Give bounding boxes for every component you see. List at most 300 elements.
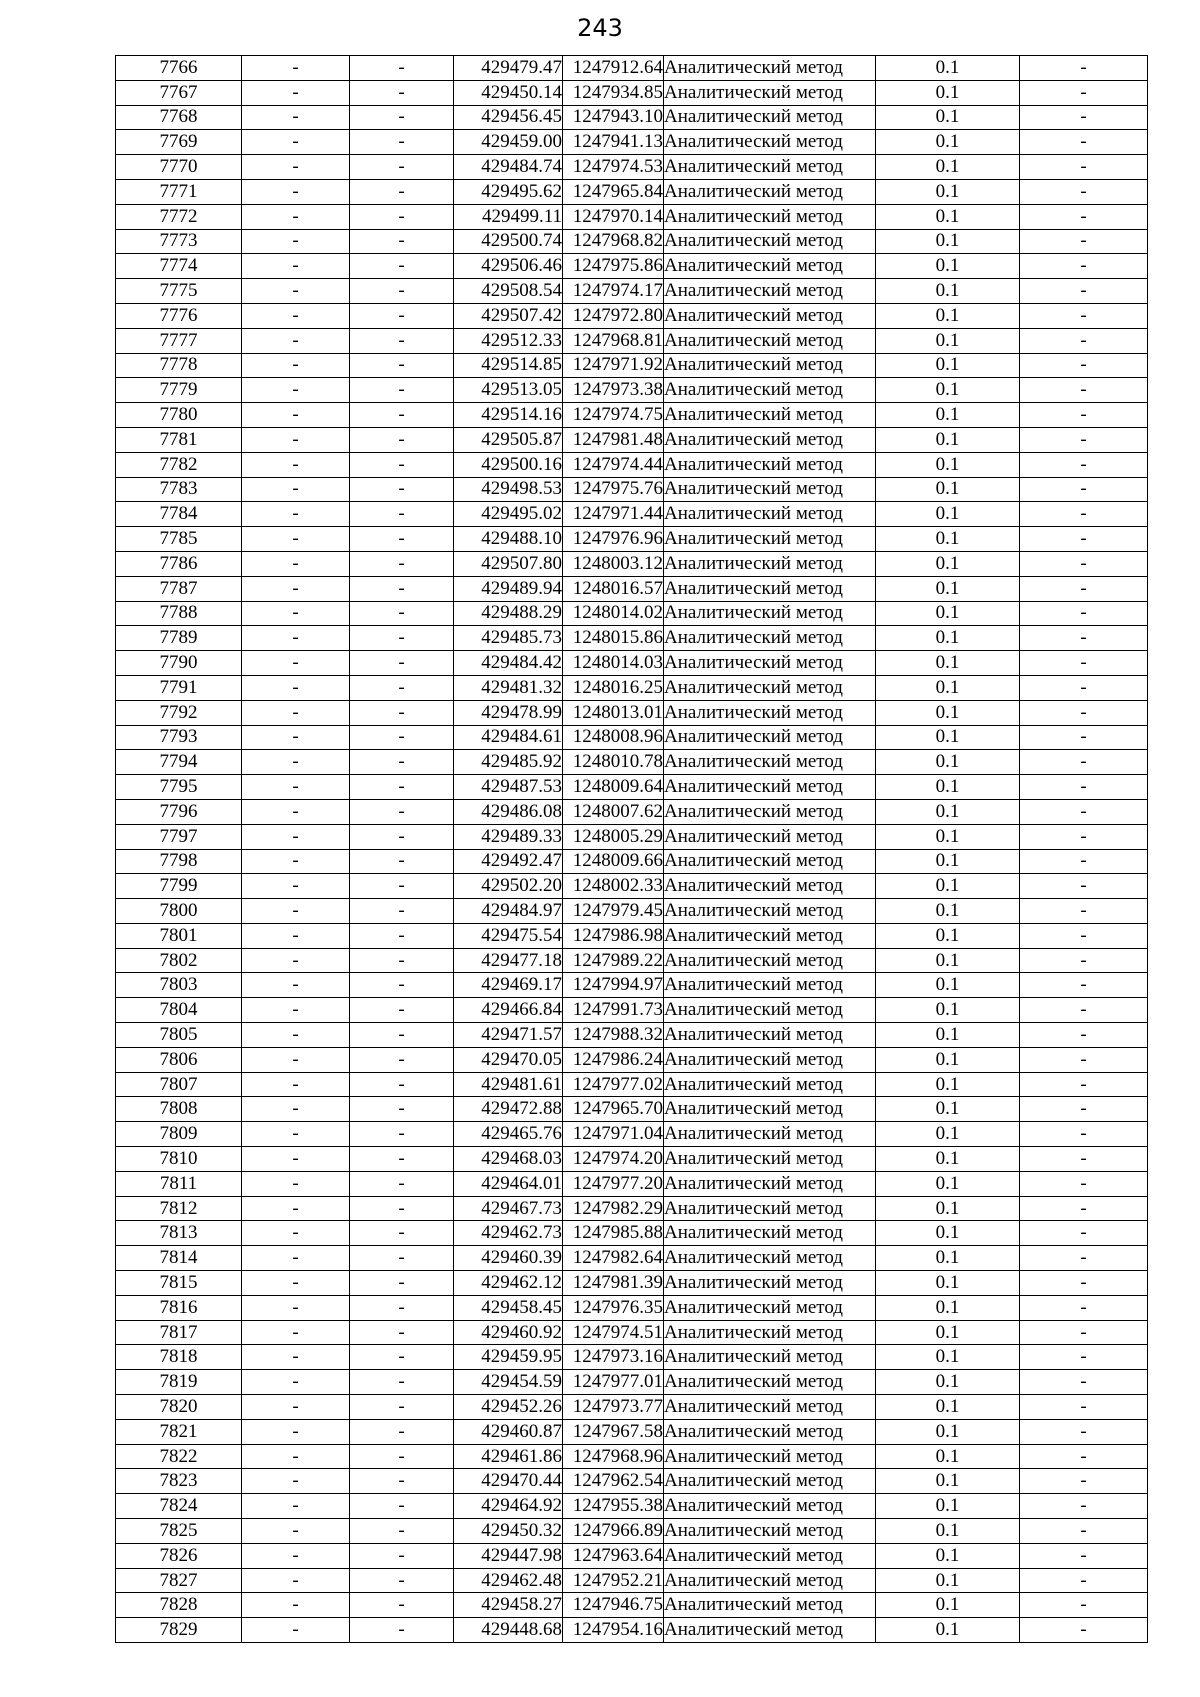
dash-cell: - [350,527,454,552]
point-number-cell: 7769 [116,130,242,155]
y-coordinate-cell: 1248008.96 [563,725,664,750]
accuracy-cell: 0.1 [876,1295,1020,1320]
dash-cell: - [1020,750,1148,775]
table-row [116,923,1148,948]
method-cell: Аналитический метод [664,1345,876,1370]
point-number-cell: 7808 [116,1097,242,1122]
x-coordinate-cell: 429484.61 [454,725,563,750]
accuracy-cell: 0.1 [876,923,1020,948]
dash-cell: - [1020,1618,1148,1643]
dash-cell: - [1020,527,1148,552]
dash-cell: - [350,1543,454,1568]
accuracy-cell: 0.1 [876,1568,1020,1593]
method-cell: Аналитический метод [664,502,876,527]
accuracy-cell: 0.1 [876,626,1020,651]
dash-cell: - [1020,80,1148,105]
dash-cell: - [242,1047,350,1072]
dash-cell: - [350,725,454,750]
accuracy-cell: 0.1 [876,105,1020,130]
x-coordinate-cell: 429484.42 [454,651,563,676]
dash-cell: - [1020,229,1148,254]
dash-cell: - [242,378,350,403]
table-row [116,1320,1148,1345]
dash-cell: - [1020,427,1148,452]
dash-cell: - [1020,1221,1148,1246]
point-number-cell: 7803 [116,973,242,998]
dash-cell: - [350,1395,454,1420]
accuracy-cell: 0.1 [876,576,1020,601]
y-coordinate-cell: 1248016.25 [563,675,664,700]
dash-cell: - [350,179,454,204]
dash-cell: - [242,328,350,353]
dash-cell: - [350,403,454,428]
point-number-cell: 7812 [116,1196,242,1221]
y-coordinate-cell: 1247986.24 [563,1047,664,1072]
method-cell: Аналитический метод [664,130,876,155]
dash-cell: - [242,1271,350,1296]
method-cell: Аналитический метод [664,56,876,81]
table-row [116,204,1148,229]
dash-cell: - [242,1295,350,1320]
method-cell: Аналитический метод [664,1047,876,1072]
dash-cell: - [242,1543,350,1568]
dash-cell: - [350,576,454,601]
method-cell: Аналитический метод [664,477,876,502]
dash-cell: - [1020,775,1148,800]
table-row [116,1122,1148,1147]
x-coordinate-cell: 429478.99 [454,700,563,725]
y-coordinate-cell: 1248013.01 [563,700,664,725]
method-cell: Аналитический метод [664,973,876,998]
table-row [116,1395,1148,1420]
method-cell: Аналитический метод [664,1147,876,1172]
method-cell: Аналитический метод [664,254,876,279]
table-row [116,1097,1148,1122]
dash-cell: - [242,601,350,626]
accuracy-cell: 0.1 [876,675,1020,700]
x-coordinate-cell: 429468.03 [454,1147,563,1172]
dash-cell: - [1020,899,1148,924]
dash-cell: - [242,551,350,576]
x-coordinate-cell: 429488.29 [454,601,563,626]
dash-cell: - [1020,1147,1148,1172]
accuracy-cell: 0.1 [876,874,1020,899]
y-coordinate-cell: 1247952.21 [563,1568,664,1593]
dash-cell: - [1020,576,1148,601]
point-number-cell: 7823 [116,1469,242,1494]
table-row [116,874,1148,899]
x-coordinate-cell: 429461.86 [454,1444,563,1469]
table-row [116,576,1148,601]
y-coordinate-cell: 1248005.29 [563,824,664,849]
table-row [116,427,1148,452]
dash-cell: - [350,502,454,527]
dash-cell: - [350,849,454,874]
y-coordinate-cell: 1247973.38 [563,378,664,403]
accuracy-cell: 0.1 [876,204,1020,229]
x-coordinate-cell: 429485.73 [454,626,563,651]
accuracy-cell: 0.1 [876,378,1020,403]
method-cell: Аналитический метод [664,353,876,378]
dash-cell: - [350,378,454,403]
y-coordinate-cell: 1247965.70 [563,1097,664,1122]
x-coordinate-cell: 429487.53 [454,775,563,800]
table-row [116,254,1148,279]
dash-cell: - [350,427,454,452]
y-coordinate-cell: 1247966.89 [563,1519,664,1544]
accuracy-cell: 0.1 [876,502,1020,527]
accuracy-cell: 0.1 [876,1494,1020,1519]
table-row [116,1171,1148,1196]
accuracy-cell: 0.1 [876,130,1020,155]
dash-cell: - [1020,1593,1148,1618]
dash-cell: - [242,1593,350,1618]
method-cell: Аналитический метод [664,155,876,180]
accuracy-cell: 0.1 [876,651,1020,676]
accuracy-cell: 0.1 [876,403,1020,428]
dash-cell: - [242,427,350,452]
y-coordinate-cell: 1247994.97 [563,973,664,998]
accuracy-cell: 0.1 [876,1196,1020,1221]
dash-cell: - [1020,279,1148,304]
accuracy-cell: 0.1 [876,353,1020,378]
dash-cell: - [1020,477,1148,502]
method-cell: Аналитический метод [664,1419,876,1444]
method-cell: Аналитический метод [664,775,876,800]
dash-cell: - [350,824,454,849]
accuracy-cell: 0.1 [876,750,1020,775]
table-row [116,279,1148,304]
dash-cell: - [1020,948,1148,973]
dash-cell: - [350,1122,454,1147]
table-row [116,601,1148,626]
dash-cell: - [242,403,350,428]
y-coordinate-cell: 1247941.13 [563,130,664,155]
point-number-cell: 7825 [116,1519,242,1544]
table-row [116,551,1148,576]
dash-cell: - [1020,155,1148,180]
x-coordinate-cell: 429469.17 [454,973,563,998]
dash-cell: - [350,1593,454,1618]
dash-cell: - [242,1519,350,1544]
table-row [116,775,1148,800]
y-coordinate-cell: 1247971.04 [563,1122,664,1147]
dash-cell: - [1020,601,1148,626]
y-coordinate-cell: 1247981.39 [563,1271,664,1296]
dash-cell: - [1020,799,1148,824]
x-coordinate-cell: 429459.95 [454,1345,563,1370]
table-body [116,56,1148,1643]
y-coordinate-cell: 1247982.64 [563,1246,664,1271]
dash-cell: - [350,1246,454,1271]
accuracy-cell: 0.1 [876,1023,1020,1048]
dash-cell: - [242,1147,350,1172]
y-coordinate-cell: 1247974.20 [563,1147,664,1172]
dash-cell: - [350,1072,454,1097]
table-row [116,477,1148,502]
accuracy-cell: 0.1 [876,303,1020,328]
y-coordinate-cell: 1247991.73 [563,998,664,1023]
table-row [116,1196,1148,1221]
dash-cell: - [242,1568,350,1593]
dash-cell: - [1020,626,1148,651]
dash-cell: - [350,1444,454,1469]
method-cell: Аналитический метод [664,1196,876,1221]
dash-cell: - [350,601,454,626]
method-cell: Аналитический метод [664,229,876,254]
point-number-cell: 7782 [116,452,242,477]
point-number-cell: 7804 [116,998,242,1023]
table-row [116,378,1148,403]
point-number-cell: 7822 [116,1444,242,1469]
x-coordinate-cell: 429460.92 [454,1320,563,1345]
dash-cell: - [242,1419,350,1444]
table-row [116,651,1148,676]
dash-cell: - [1020,1469,1148,1494]
dash-cell: - [242,254,350,279]
dash-cell: - [1020,1370,1148,1395]
dash-cell: - [350,998,454,1023]
x-coordinate-cell: 429450.32 [454,1519,563,1544]
dash-cell: - [350,1618,454,1643]
dash-cell: - [242,576,350,601]
point-number-cell: 7809 [116,1122,242,1147]
y-coordinate-cell: 1248014.03 [563,651,664,676]
dash-cell: - [350,80,454,105]
method-cell: Аналитический метод [664,1469,876,1494]
dash-cell: - [242,155,350,180]
dash-cell: - [242,725,350,750]
x-coordinate-cell: 429459.00 [454,130,563,155]
method-cell: Аналитический метод [664,799,876,824]
dash-cell: - [242,899,350,924]
method-cell: Аналитический метод [664,1370,876,1395]
accuracy-cell: 0.1 [876,229,1020,254]
dash-cell: - [350,1370,454,1395]
dash-cell: - [242,229,350,254]
point-number-cell: 7789 [116,626,242,651]
method-cell: Аналитический метод [664,651,876,676]
y-coordinate-cell: 1247968.82 [563,229,664,254]
dash-cell: - [350,1047,454,1072]
method-cell: Аналитический метод [664,750,876,775]
method-cell: Аналитический метод [664,80,876,105]
method-cell: Аналитический метод [664,378,876,403]
accuracy-cell: 0.1 [876,1519,1020,1544]
dash-cell: - [242,1395,350,1420]
dash-cell: - [242,353,350,378]
y-coordinate-cell: 1247982.29 [563,1196,664,1221]
point-number-cell: 7786 [116,551,242,576]
y-coordinate-cell: 1247985.88 [563,1221,664,1246]
dash-cell: - [1020,378,1148,403]
dash-cell: - [242,1122,350,1147]
table-row [116,1419,1148,1444]
x-coordinate-cell: 429500.74 [454,229,563,254]
point-number-cell: 7814 [116,1246,242,1271]
point-number-cell: 7797 [116,824,242,849]
dash-cell: - [1020,998,1148,1023]
point-number-cell: 7820 [116,1395,242,1420]
dash-cell: - [1020,1395,1148,1420]
dash-cell: - [350,1271,454,1296]
point-number-cell: 7796 [116,799,242,824]
dash-cell: - [350,1568,454,1593]
method-cell: Аналитический метод [664,899,876,924]
method-cell: Аналитический метод [664,849,876,874]
dash-cell: - [350,899,454,924]
table-row [116,179,1148,204]
dash-cell: - [1020,874,1148,899]
point-number-cell: 7810 [116,1147,242,1172]
point-number-cell: 7801 [116,923,242,948]
y-coordinate-cell: 1248015.86 [563,626,664,651]
x-coordinate-cell: 429502.20 [454,874,563,899]
point-number-cell: 7775 [116,279,242,304]
dash-cell: - [1020,1320,1148,1345]
dash-cell: - [350,626,454,651]
point-number-cell: 7780 [116,403,242,428]
y-coordinate-cell: 1248016.57 [563,576,664,601]
table-row [116,1543,1148,1568]
accuracy-cell: 0.1 [876,899,1020,924]
dash-cell: - [242,105,350,130]
method-cell: Аналитический метод [664,601,876,626]
table-row [116,1593,1148,1618]
accuracy-cell: 0.1 [876,799,1020,824]
table-row [116,105,1148,130]
point-number-cell: 7799 [116,874,242,899]
y-coordinate-cell: 1247912.64 [563,56,664,81]
dash-cell: - [242,874,350,899]
y-coordinate-cell: 1248010.78 [563,750,664,775]
x-coordinate-cell: 429485.92 [454,750,563,775]
point-number-cell: 7776 [116,303,242,328]
point-number-cell: 7815 [116,1271,242,1296]
point-number-cell: 7794 [116,750,242,775]
table-row [116,899,1148,924]
method-cell: Аналитический метод [664,725,876,750]
point-number-cell: 7819 [116,1370,242,1395]
x-coordinate-cell: 429507.80 [454,551,563,576]
dash-cell: - [350,923,454,948]
x-coordinate-cell: 429477.18 [454,948,563,973]
point-number-cell: 7772 [116,204,242,229]
dash-cell: - [350,254,454,279]
x-coordinate-cell: 429458.45 [454,1295,563,1320]
dash-cell: - [1020,1246,1148,1271]
accuracy-cell: 0.1 [876,1047,1020,1072]
method-cell: Аналитический метод [664,1543,876,1568]
method-cell: Аналитический метод [664,576,876,601]
dash-cell: - [350,675,454,700]
dash-cell: - [1020,1345,1148,1370]
dash-cell: - [242,849,350,874]
method-cell: Аналитический метод [664,1171,876,1196]
y-coordinate-cell: 1247977.01 [563,1370,664,1395]
dash-cell: - [242,1023,350,1048]
dash-cell: - [242,130,350,155]
x-coordinate-cell: 429472.88 [454,1097,563,1122]
point-number-cell: 7791 [116,675,242,700]
y-coordinate-cell: 1247970.14 [563,204,664,229]
dash-cell: - [1020,651,1148,676]
dash-cell: - [242,1345,350,1370]
y-coordinate-cell: 1247981.48 [563,427,664,452]
dash-cell: - [1020,328,1148,353]
dash-cell: - [242,80,350,105]
point-number-cell: 7779 [116,378,242,403]
accuracy-cell: 0.1 [876,849,1020,874]
dash-cell: - [1020,1097,1148,1122]
dash-cell: - [1020,254,1148,279]
accuracy-cell: 0.1 [876,1370,1020,1395]
dash-cell: - [242,502,350,527]
table-row [116,155,1148,180]
dash-cell: - [242,750,350,775]
table-row [116,130,1148,155]
method-cell: Аналитический метод [664,1072,876,1097]
dash-cell: - [1020,1122,1148,1147]
dash-cell: - [350,279,454,304]
dash-cell: - [350,948,454,973]
accuracy-cell: 0.1 [876,452,1020,477]
dash-cell: - [350,353,454,378]
dash-cell: - [350,874,454,899]
x-coordinate-cell: 429492.47 [454,849,563,874]
dash-cell: - [1020,353,1148,378]
point-number-cell: 7829 [116,1618,242,1643]
method-cell: Аналитический метод [664,824,876,849]
accuracy-cell: 0.1 [876,1122,1020,1147]
y-coordinate-cell: 1247975.76 [563,477,664,502]
x-coordinate-cell: 429489.94 [454,576,563,601]
y-coordinate-cell: 1247968.96 [563,1444,664,1469]
dash-cell: - [242,799,350,824]
table-row [116,502,1148,527]
dash-cell: - [350,700,454,725]
x-coordinate-cell: 429484.74 [454,155,563,180]
x-coordinate-cell: 429489.33 [454,824,563,849]
point-number-cell: 7788 [116,601,242,626]
dash-cell: - [242,973,350,998]
accuracy-cell: 0.1 [876,998,1020,1023]
method-cell: Аналитический метод [664,403,876,428]
y-coordinate-cell: 1247986.98 [563,923,664,948]
x-coordinate-cell: 429471.57 [454,1023,563,1048]
dash-cell: - [350,328,454,353]
method-cell: Аналитический метод [664,700,876,725]
table-row [116,799,1148,824]
table-row [116,1568,1148,1593]
table-row [116,1023,1148,1048]
dash-cell: - [242,527,350,552]
accuracy-cell: 0.1 [876,700,1020,725]
dash-cell: - [350,1469,454,1494]
y-coordinate-cell: 1247968.81 [563,328,664,353]
accuracy-cell: 0.1 [876,254,1020,279]
dash-cell: - [350,1147,454,1172]
dash-cell: - [350,1345,454,1370]
dash-cell: - [242,1097,350,1122]
dash-cell: - [350,105,454,130]
point-number-cell: 7811 [116,1171,242,1196]
table-row [116,675,1148,700]
dash-cell: - [350,477,454,502]
x-coordinate-cell: 429506.46 [454,254,563,279]
dash-cell: - [350,775,454,800]
x-coordinate-cell: 429481.32 [454,675,563,700]
